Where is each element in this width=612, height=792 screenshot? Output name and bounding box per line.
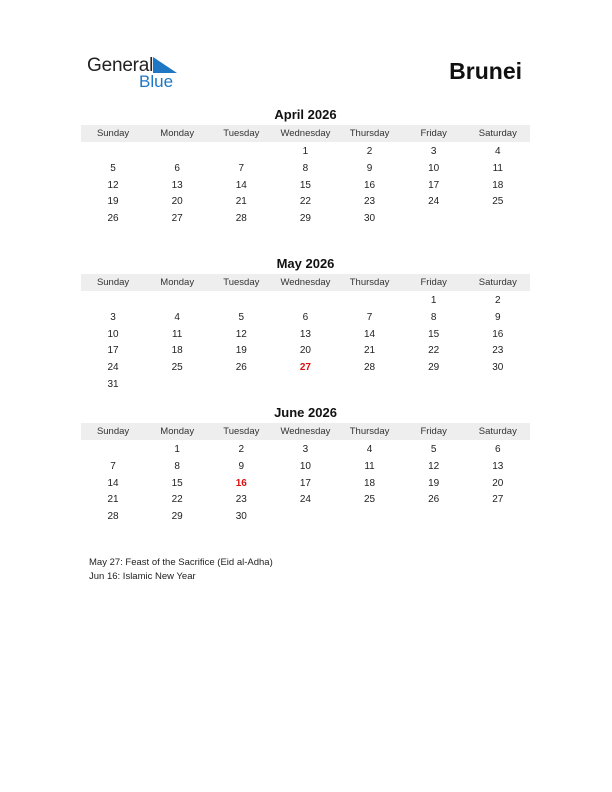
day-cell: 10 xyxy=(428,162,440,174)
weekday-label: Thursday xyxy=(349,277,390,288)
empty-day-cell xyxy=(338,509,402,526)
weekday-label: Thursday xyxy=(349,128,390,139)
day-cell: 18 xyxy=(171,345,183,357)
day-cell: 13 xyxy=(492,460,504,472)
weekday-label: Thursday xyxy=(349,426,390,437)
day-cell: 5 xyxy=(238,311,245,323)
empty-day-cell xyxy=(209,144,273,161)
day-cell: 2 xyxy=(238,444,245,455)
weekday-header xyxy=(81,423,530,440)
empty-day-cell xyxy=(402,509,466,526)
day-cell: 29 xyxy=(171,511,183,523)
week-row xyxy=(81,377,530,394)
holiday-notes xyxy=(89,556,273,583)
day-cell: 20 xyxy=(492,477,504,489)
week-row xyxy=(81,360,530,377)
day-cell: 14 xyxy=(235,179,247,191)
month-title: April 2026 xyxy=(274,107,337,122)
day-cell: 2 xyxy=(366,146,373,157)
month-block xyxy=(81,107,530,228)
empty-day-cell xyxy=(209,377,273,394)
day-cell: 26 xyxy=(428,494,440,506)
logo-blue-text: Blue xyxy=(139,72,174,91)
day-cell: 18 xyxy=(492,179,504,191)
day-cell: 25 xyxy=(364,494,376,506)
day-cell: 30 xyxy=(492,362,504,374)
day-cell: 27 xyxy=(171,213,183,225)
day-cell: 10 xyxy=(299,460,311,472)
day-cell: 19 xyxy=(235,345,247,357)
weekday-label: Saturday xyxy=(478,128,517,139)
day-cell: 21 xyxy=(235,196,247,208)
day-cell: 4 xyxy=(366,444,373,455)
day-cell: 8 xyxy=(302,162,309,174)
day-cell: 13 xyxy=(299,328,311,340)
weekday-label: Wednesday xyxy=(280,277,331,288)
day-cell: 24 xyxy=(107,362,119,374)
day-cell: 26 xyxy=(107,213,119,225)
day-cell: 4 xyxy=(174,311,180,323)
weekday-label: Saturday xyxy=(478,277,517,288)
day-cell: 25 xyxy=(492,196,504,208)
month-title: May 2026 xyxy=(276,256,335,271)
day-cell: 6 xyxy=(495,444,501,455)
day-cell: 14 xyxy=(107,477,119,489)
day-cell: 28 xyxy=(235,213,247,225)
day-cell: 17 xyxy=(107,345,119,357)
day-cell: 22 xyxy=(428,345,440,357)
day-cell: 6 xyxy=(174,162,180,174)
day-cell: 12 xyxy=(107,179,119,191)
empty-day-cell xyxy=(338,377,402,394)
empty-day-cell xyxy=(466,509,530,526)
week-row xyxy=(81,442,530,459)
week-row xyxy=(81,144,530,161)
month-block xyxy=(81,256,530,394)
empty-day-cell xyxy=(145,377,209,394)
day-cell: 15 xyxy=(428,328,440,340)
day-cell: 13 xyxy=(171,179,183,191)
empty-day-cell xyxy=(402,211,466,228)
week-row xyxy=(81,343,530,360)
empty-day-cell xyxy=(466,377,530,394)
day-cell: 17 xyxy=(428,179,440,191)
month-title: June 2026 xyxy=(274,405,337,420)
weekday-label: Sunday xyxy=(96,277,130,288)
day-cell: 31 xyxy=(107,378,119,390)
day-cell: 2 xyxy=(495,295,501,306)
country-title: Brunei xyxy=(449,58,522,84)
day-cell: 12 xyxy=(428,460,440,472)
weekday-label: Tuesday xyxy=(223,277,260,288)
day-cell: 21 xyxy=(364,345,376,357)
empty-day-cell xyxy=(273,293,337,310)
logo-triangle-icon xyxy=(153,57,177,73)
day-cell: 12 xyxy=(235,328,247,340)
weekday-label: Saturday xyxy=(478,426,517,437)
day-cell: 22 xyxy=(299,196,311,208)
weekday-header xyxy=(81,274,530,291)
day-cell: 10 xyxy=(107,328,119,340)
weekday-label: Friday xyxy=(420,128,447,139)
empty-day-cell xyxy=(273,509,337,526)
day-cell: 11 xyxy=(364,460,375,472)
week-row xyxy=(81,476,530,493)
day-cell: 11 xyxy=(171,328,183,340)
day-cell: 7 xyxy=(238,162,245,174)
weekday-label: Friday xyxy=(420,277,447,288)
weekday-label: Tuesday xyxy=(223,426,260,437)
empty-day-cell xyxy=(145,144,209,161)
empty-day-cell xyxy=(209,293,273,310)
day-cell: 1 xyxy=(302,146,309,157)
day-cell: 23 xyxy=(364,196,376,208)
day-cell: 27 xyxy=(492,494,504,506)
day-cell: 29 xyxy=(428,362,440,374)
day-cell: 7 xyxy=(110,460,116,472)
day-cell: 6 xyxy=(302,311,309,323)
day-cell: 16 xyxy=(492,328,504,340)
day-cell: 20 xyxy=(171,196,183,208)
logo xyxy=(87,55,197,91)
weekday-label: Sunday xyxy=(96,128,130,139)
day-cell: 16 xyxy=(364,179,376,191)
day-cell: 1 xyxy=(430,295,437,306)
empty-day-cell xyxy=(273,377,337,394)
weekday-header xyxy=(81,125,530,142)
day-cell: 8 xyxy=(430,311,437,323)
week-row xyxy=(81,293,530,310)
week-row xyxy=(81,492,530,509)
week-row xyxy=(81,327,530,344)
day-cell: 19 xyxy=(428,477,440,489)
week-row xyxy=(81,310,530,327)
day-cell: 9 xyxy=(366,162,373,174)
day-cell: 8 xyxy=(174,460,180,472)
week-row xyxy=(81,161,530,178)
day-cell: 19 xyxy=(107,196,119,208)
weekday-label: Tuesday xyxy=(223,128,260,139)
weekday-label: Monday xyxy=(160,426,195,437)
empty-day-cell xyxy=(338,293,402,310)
day-cell: 27 xyxy=(299,362,311,374)
month-block xyxy=(81,405,530,526)
week-row xyxy=(81,211,530,228)
day-cell: 4 xyxy=(495,146,501,157)
day-cell: 18 xyxy=(364,477,376,489)
day-cell: 15 xyxy=(171,477,183,489)
day-cell: 24 xyxy=(428,196,440,208)
day-cell: 17 xyxy=(299,477,311,489)
weekday-label: Friday xyxy=(420,426,447,437)
holiday-note: May 27: Feast of the Sacrifice (Eid al-Adha) xyxy=(89,557,273,568)
weekday-label: Monday xyxy=(160,277,195,288)
empty-day-cell xyxy=(466,211,530,228)
day-cell: 5 xyxy=(430,444,437,455)
empty-day-cell xyxy=(402,377,466,394)
empty-day-cell xyxy=(145,293,209,310)
day-cell: 14 xyxy=(364,328,376,340)
day-cell: 22 xyxy=(171,494,183,506)
logo-general-text: General xyxy=(87,55,154,76)
week-row xyxy=(81,459,530,476)
week-row xyxy=(81,509,530,526)
day-cell: 3 xyxy=(430,146,437,157)
day-cell: 25 xyxy=(171,362,183,374)
empty-day-cell xyxy=(81,293,145,310)
week-row xyxy=(81,194,530,211)
empty-day-cell xyxy=(81,442,145,459)
weekday-label: Wednesday xyxy=(280,426,331,437)
day-cell: 11 xyxy=(492,162,503,174)
day-cell: 29 xyxy=(299,213,311,225)
weekday-label: Sunday xyxy=(96,426,130,437)
day-cell: 28 xyxy=(364,362,376,374)
day-cell: 21 xyxy=(107,494,119,506)
week-row xyxy=(81,178,530,195)
day-cell: 3 xyxy=(110,311,116,323)
day-cell: 30 xyxy=(364,213,376,225)
day-cell: 26 xyxy=(235,362,247,374)
weekday-label: Wednesday xyxy=(280,128,331,139)
day-cell: 24 xyxy=(299,494,311,506)
day-cell: 23 xyxy=(235,494,247,506)
weekday-label: Monday xyxy=(160,128,195,139)
day-cell: 1 xyxy=(174,444,180,455)
day-cell: 28 xyxy=(107,511,119,523)
day-cell: 5 xyxy=(110,162,116,174)
day-cell: 7 xyxy=(366,311,373,323)
holiday-note: Jun 16: Islamic New Year xyxy=(89,570,196,582)
day-cell: 30 xyxy=(235,511,247,523)
day-cell: 20 xyxy=(299,345,311,357)
day-cell: 9 xyxy=(495,311,501,323)
day-cell: 16 xyxy=(235,477,247,489)
day-cell: 9 xyxy=(238,460,245,472)
day-cell: 3 xyxy=(302,444,309,455)
day-cell: 15 xyxy=(299,179,311,191)
day-cell: 23 xyxy=(492,345,504,357)
empty-day-cell xyxy=(81,144,145,161)
